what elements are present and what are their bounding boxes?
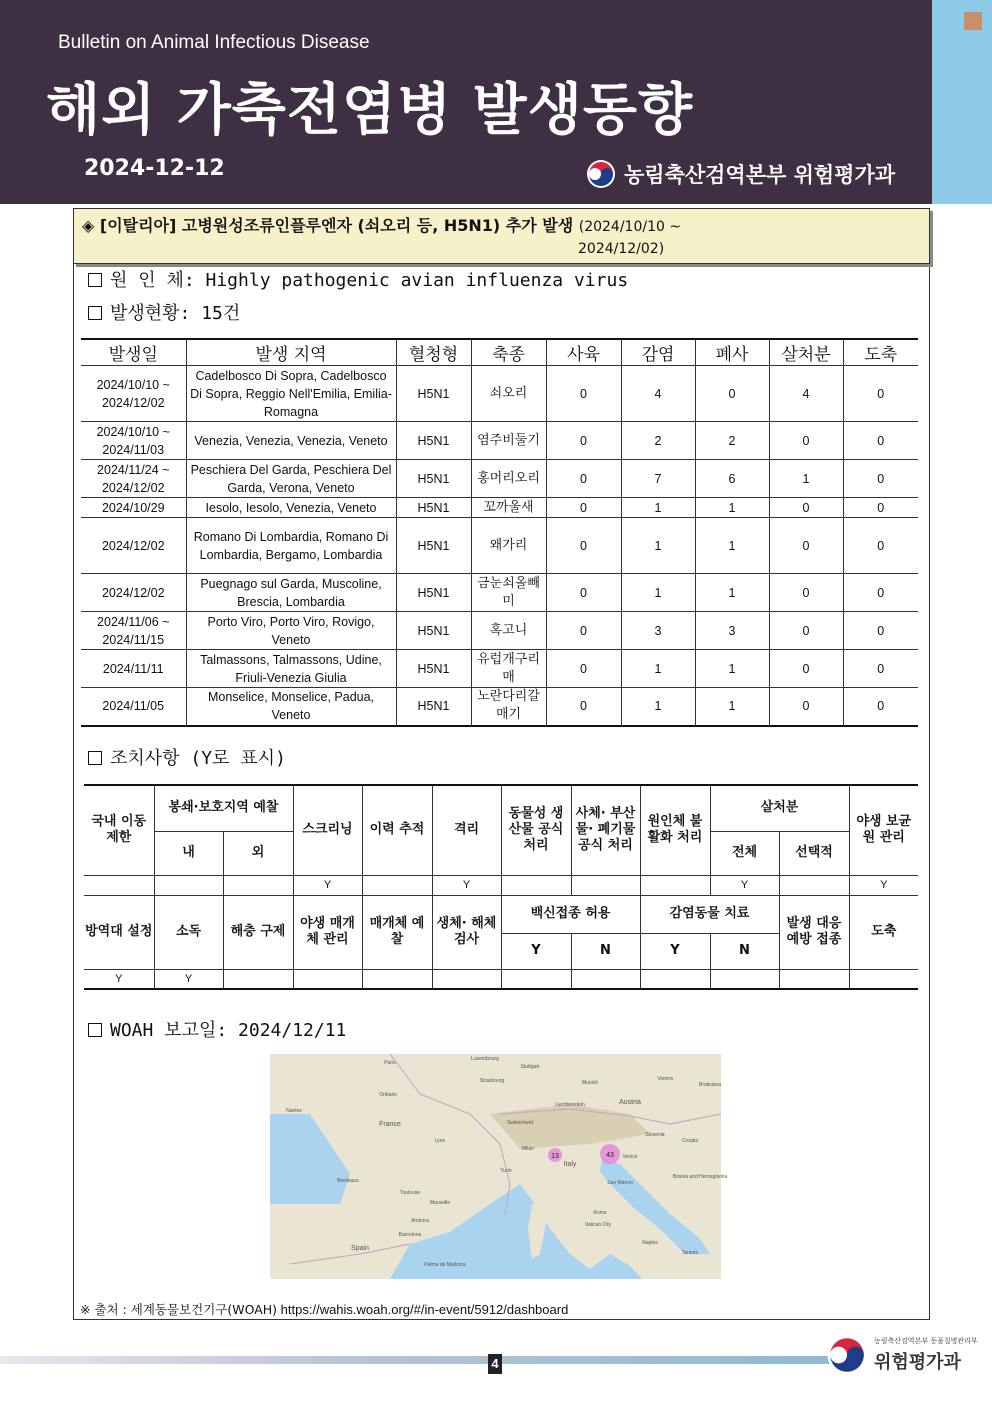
cell-date: 2024/12/02: [81, 574, 186, 612]
cell-date: 2024/11/11: [81, 650, 186, 688]
measures-line: [88, 744, 286, 770]
cell-date: 2024/10/10 ~ 2024/12/02: [81, 366, 186, 422]
source-note: [80, 1300, 568, 1318]
measure-mark: [501, 875, 571, 895]
measure-disinfection: 소독: [154, 895, 223, 969]
section-title-line1: [82, 213, 681, 236]
cell-infected: 1: [621, 498, 695, 518]
measure-mark: [640, 875, 710, 895]
measure-screening: 스크리닝: [293, 785, 362, 875]
measure-mark: [223, 969, 293, 989]
header-raised: 사육: [546, 339, 621, 366]
cell-date: 2024/11/06 ~ 2024/11/15: [81, 612, 186, 650]
table-row: [81, 574, 918, 612]
treatment-y: Y: [640, 933, 710, 969]
cell-region: Talmassons, Talmassons, Udine, Friuli-Venezia Giulia: [186, 650, 396, 688]
bulletin-subtitle: Bulletin on Animal Infectious Disease: [58, 32, 370, 53]
map-label: Munich: [581, 1080, 599, 1086]
map-label: Nantes: [286, 1108, 302, 1114]
map-label: Andorra: [411, 1218, 429, 1224]
measure-mark: [571, 875, 640, 895]
footer-line: [0, 1356, 852, 1364]
checkbox-icon: [88, 306, 102, 320]
header-infected: 감염: [621, 339, 695, 366]
map-label: San Marino: [607, 1180, 633, 1186]
side-accent-bar: [932, 0, 992, 204]
measure-mark: [154, 875, 223, 895]
map-label: Venice: [622, 1154, 638, 1160]
woah-text: WOAH 보고일: 2024/12/11: [110, 1020, 347, 1041]
cell-date: 2024/11/05: [81, 688, 186, 726]
header-culled: 살처분: [769, 339, 843, 366]
measure-slaughter: 도축: [849, 895, 918, 969]
footer-org: [874, 1336, 978, 1374]
outbreak-header-row: [81, 339, 918, 366]
cell-slaughtered: 0: [843, 688, 918, 726]
cell-infected: 1: [621, 688, 695, 726]
measure-mark: [779, 875, 849, 895]
status-text: 발생현황: 15건: [110, 303, 241, 324]
checkbox-icon: [88, 751, 102, 765]
measure-marks-row: [84, 875, 918, 895]
cell-dead: 6: [695, 460, 769, 498]
map-label: Spain: [351, 1245, 369, 1252]
cell-species: 꼬까울새: [471, 498, 546, 518]
measure-mark: [84, 875, 154, 895]
cause-line: [88, 266, 628, 292]
cell-dead: 1: [695, 688, 769, 726]
table-row: [81, 518, 918, 574]
cell-culled: 0: [769, 612, 843, 650]
footer-org-big: 위험평가과: [874, 1352, 961, 1373]
cell-region: Puegnago sul Garda, Muscoline, Brescia, Lombardia: [186, 574, 396, 612]
table-row: [81, 498, 918, 518]
cell-species: 왜가리: [471, 518, 546, 574]
page-title: 해외 가축전염병 발생동향: [46, 78, 694, 143]
cell-serotype: H5N1: [396, 574, 471, 612]
map-label: Vatican City: [584, 1222, 612, 1228]
map-label: Bratislava: [699, 1082, 721, 1088]
map-label: Bordeaux: [337, 1178, 359, 1184]
cell-region: Iesolo, Iesolo, Venezia, Veneto: [186, 498, 396, 518]
table-row: [81, 688, 918, 726]
measure-wildlife-reservoir: 야생 보균원 관리: [849, 785, 918, 875]
cell-infected: 1: [621, 650, 695, 688]
cause-text: 원 인 체: Highly pathogenic avian influenza virus: [110, 270, 629, 291]
checkbox-icon: [88, 1023, 102, 1037]
header-org: [586, 158, 895, 190]
header-slaughtered: 도축: [843, 339, 918, 366]
map-label: Paris: [384, 1060, 396, 1066]
map-cluster-veneto-count: 43: [606, 1152, 614, 1159]
cell-slaughtered: 0: [843, 366, 918, 422]
map-label: Barcelona: [398, 1232, 422, 1238]
cell-dead: 2: [695, 422, 769, 460]
measure-trace: 이력 추적: [362, 785, 432, 875]
cell-serotype: H5N1: [396, 650, 471, 688]
header-banner: [0, 0, 932, 204]
measure-wild-vector: 야생 매개체 관리: [293, 895, 362, 969]
cell-slaughtered: 0: [843, 650, 918, 688]
checkbox-icon: [88, 273, 102, 287]
cell-slaughtered: 0: [843, 518, 918, 574]
table-row: [81, 460, 918, 498]
map-label: Switzerland: [507, 1120, 533, 1126]
map-label: Slovenia: [645, 1132, 665, 1138]
measure-mark: Y: [293, 875, 362, 895]
map-label: Liechtenstein: [555, 1102, 585, 1108]
cell-date: 2024/12/02: [81, 518, 186, 574]
cell-infected: 7: [621, 460, 695, 498]
cell-dead: 1: [695, 650, 769, 688]
cell-species: 염주비둘기: [471, 422, 546, 460]
measure-zoning: 방역대 설정: [84, 895, 154, 969]
vaccine-y: Y: [501, 933, 571, 969]
cell-culled: 0: [769, 498, 843, 518]
map-label: Italy: [563, 1161, 577, 1168]
cell-raised: 0: [546, 460, 621, 498]
measure-vector: 해충 구제: [223, 895, 293, 969]
measure-mark: Y: [154, 969, 223, 989]
measure-emergency-vaccine: 발생 대응 예방 접종: [779, 895, 849, 969]
cell-region: Peschiera Del Garda, Peschiera Del Garda, Verona, Veneto: [186, 460, 396, 498]
cell-dead: 1: [695, 574, 769, 612]
cell-infected: 3: [621, 612, 695, 650]
org-name: 농림축산검역본부 위험평가과: [624, 163, 896, 187]
map-svg: [270, 1054, 728, 1279]
measures-table: [84, 784, 918, 990]
status-line: [88, 299, 240, 325]
cell-culled: 4: [769, 366, 843, 422]
cell-raised: 0: [546, 518, 621, 574]
measure-cull-all: 전체: [710, 831, 779, 875]
measure-mark: [849, 969, 918, 989]
cell-raised: 0: [546, 688, 621, 726]
cell-slaughtered: 0: [843, 612, 918, 650]
map-cluster-lombardia-count: 13: [551, 1153, 559, 1160]
cell-culled: 0: [769, 574, 843, 612]
cell-serotype: H5N1: [396, 518, 471, 574]
map-label: Lyon: [434, 1138, 446, 1144]
header-dead: 폐사: [695, 339, 769, 366]
cell-raised: 0: [546, 574, 621, 612]
measure-mark: [362, 875, 432, 895]
measure-mark: [571, 969, 640, 989]
measure-mark: [640, 969, 710, 989]
outbreak-table: [81, 338, 918, 727]
cell-raised: 0: [546, 498, 621, 518]
measure-vector-survey: 매개체 예찰: [362, 895, 432, 969]
cell-serotype: H5N1: [396, 498, 471, 518]
cell-species: 노란다리갈매기: [471, 688, 546, 726]
cell-culled: 0: [769, 518, 843, 574]
map-label: Bosnia and Herzegovina: [672, 1174, 728, 1180]
page-number: 4: [488, 1354, 502, 1374]
measure-mark: Y: [849, 875, 918, 895]
measure-treatment: 감염동물 치료: [640, 895, 779, 933]
measure-mark: [223, 875, 293, 895]
cell-serotype: H5N1: [396, 688, 471, 726]
cell-date: 2024/10/10 ~ 2024/11/03: [81, 422, 186, 460]
cell-slaughtered: 0: [843, 422, 918, 460]
map-label: Croatia: [681, 1138, 699, 1144]
map-label: Luxembourg: [471, 1056, 499, 1062]
measure-mark: [779, 969, 849, 989]
vaccine-n: N: [571, 933, 640, 969]
measure-cull: 살처분: [710, 785, 849, 831]
measure-mark: Y: [432, 875, 501, 895]
measure-animal-products: 동물성 생산물 공식 처리: [501, 785, 571, 875]
section-title-period-start: (2024/10/10 ~: [578, 219, 682, 235]
cell-infected: 1: [621, 574, 695, 612]
footer-logo: [826, 1334, 978, 1376]
outbreak-map: [270, 1054, 728, 1279]
measure-mark: Y: [84, 969, 154, 989]
cell-region: Romano Di Lombardia, Romano Di Lombardia, Bergamo, Lombardia: [186, 518, 396, 574]
cell-raised: 0: [546, 422, 621, 460]
accent-square: [964, 12, 982, 30]
cell-culled: 0: [769, 688, 843, 726]
measure-mark: [362, 969, 432, 989]
measures-text: 조치사항 (Y로 표시): [110, 748, 286, 769]
government-seal-icon: [826, 1334, 868, 1376]
measure-carcass: 사체· 부산물· 폐기물 공식 처리: [571, 785, 640, 875]
table-row: [81, 422, 918, 460]
cell-raised: 0: [546, 612, 621, 650]
measure-lockdown-inside: 내: [154, 831, 223, 875]
cell-species: 혹고니: [471, 612, 546, 650]
cell-serotype: H5N1: [396, 366, 471, 422]
map-label: Rome: [593, 1210, 607, 1216]
map-label: France: [379, 1121, 401, 1128]
cell-infected: 2: [621, 422, 695, 460]
bulletin-date: 2024-12-12: [84, 156, 225, 181]
map-label: Palma de Mallorca: [424, 1262, 466, 1268]
map-label: Naples: [642, 1240, 658, 1246]
measure-lockdown: 봉쇄·보호지역 예찰: [154, 785, 293, 831]
map-label: Vienna: [657, 1076, 673, 1082]
cell-region: Venezia, Venezia, Venezia, Veneto: [186, 422, 396, 460]
measure-mark: Y: [710, 875, 779, 895]
section-title-period-end: 2024/12/02): [578, 241, 665, 257]
header-species: 축종: [471, 339, 546, 366]
measure-inactivation: 원인체 불활화 처리: [640, 785, 710, 875]
map-label: Toulouse: [399, 1190, 421, 1196]
cell-dead: 3: [695, 612, 769, 650]
cell-culled: 0: [769, 422, 843, 460]
measure-cull-selective: 선택적: [779, 831, 849, 875]
map-label: Milan: [522, 1146, 534, 1152]
cell-serotype: H5N1: [396, 422, 471, 460]
section-title-main: ◈ [이탈리아] 고병원성조류인플루엔자 (쇠오리 등, H5N1) 추가 발생: [82, 216, 574, 235]
cell-infected: 1: [621, 518, 695, 574]
table-row: [81, 612, 918, 650]
table-row: [81, 366, 918, 422]
treatment-n: N: [710, 933, 779, 969]
measure-quarantine: 격리: [432, 785, 501, 875]
section-title-box: [73, 208, 930, 264]
government-seal-icon: [586, 159, 616, 189]
measure-biopsy: 생체· 해체 검사: [432, 895, 501, 969]
cell-culled: 0: [769, 650, 843, 688]
map-label: Orléans: [379, 1092, 397, 1098]
measure-vaccine: 백신접종 허용: [501, 895, 640, 933]
footer-org-small: 농림축산검역본부 동물질병관리부: [874, 1337, 978, 1345]
header-region: 발생 지역: [186, 339, 396, 366]
cell-dead: 1: [695, 498, 769, 518]
measure-lockdown-outside: 외: [223, 831, 293, 875]
measure-mark: [501, 969, 571, 989]
measure-mark: [293, 969, 362, 989]
map-label: Turin: [500, 1168, 512, 1174]
source-url[interactable]: https://wahis.woah.org/#/in-event/5912/dashboard: [280, 1302, 569, 1317]
cell-serotype: H5N1: [396, 612, 471, 650]
cell-region: Monselice, Monselice, Padua, Veneto: [186, 688, 396, 726]
cell-date: 2024/10/29: [81, 498, 186, 518]
map-label: Strasbourg: [479, 1078, 505, 1084]
source-prefix: ※ 출처 : 세계동물보건기구(WOAH): [80, 1302, 278, 1317]
map-label: Taranto: [681, 1250, 699, 1256]
cell-raised: 0: [546, 366, 621, 422]
cell-dead: 1: [695, 518, 769, 574]
cell-slaughtered: 0: [843, 498, 918, 518]
cell-species: 쇠오리: [471, 366, 546, 422]
header-date: 발생일: [81, 339, 186, 366]
cell-serotype: H5N1: [396, 460, 471, 498]
woah-line: [88, 1016, 346, 1042]
map-label: Austria: [619, 1099, 641, 1106]
table-row: [81, 650, 918, 688]
measure-domestic: 국내 이동 제한: [84, 785, 154, 875]
cell-slaughtered: 0: [843, 460, 918, 498]
measure-mark: [710, 969, 779, 989]
map-label: Marseille: [429, 1200, 451, 1206]
cell-date: 2024/11/24 ~ 2024/12/02: [81, 460, 186, 498]
header-serotype: 혈청형: [396, 339, 471, 366]
cell-raised: 0: [546, 650, 621, 688]
cell-culled: 1: [769, 460, 843, 498]
measure-mark: [432, 969, 501, 989]
cell-region: Porto Viro, Porto Viro, Rovigo, Veneto: [186, 612, 396, 650]
cell-slaughtered: 0: [843, 574, 918, 612]
map-label: Stuttgart: [520, 1064, 540, 1070]
cell-infected: 4: [621, 366, 695, 422]
cell-species: 홍머리오리: [471, 460, 546, 498]
cell-species: 유럽개구리매: [471, 650, 546, 688]
cell-dead: 0: [695, 366, 769, 422]
cell-species: 금눈쇠올빼미: [471, 574, 546, 612]
cell-region: Cadelbosco Di Sopra, Cadelbosco Di Sopra, Reggio Nell'Emilia, Emilia-Romagna: [186, 366, 396, 422]
measure-marks-row: [84, 969, 918, 989]
